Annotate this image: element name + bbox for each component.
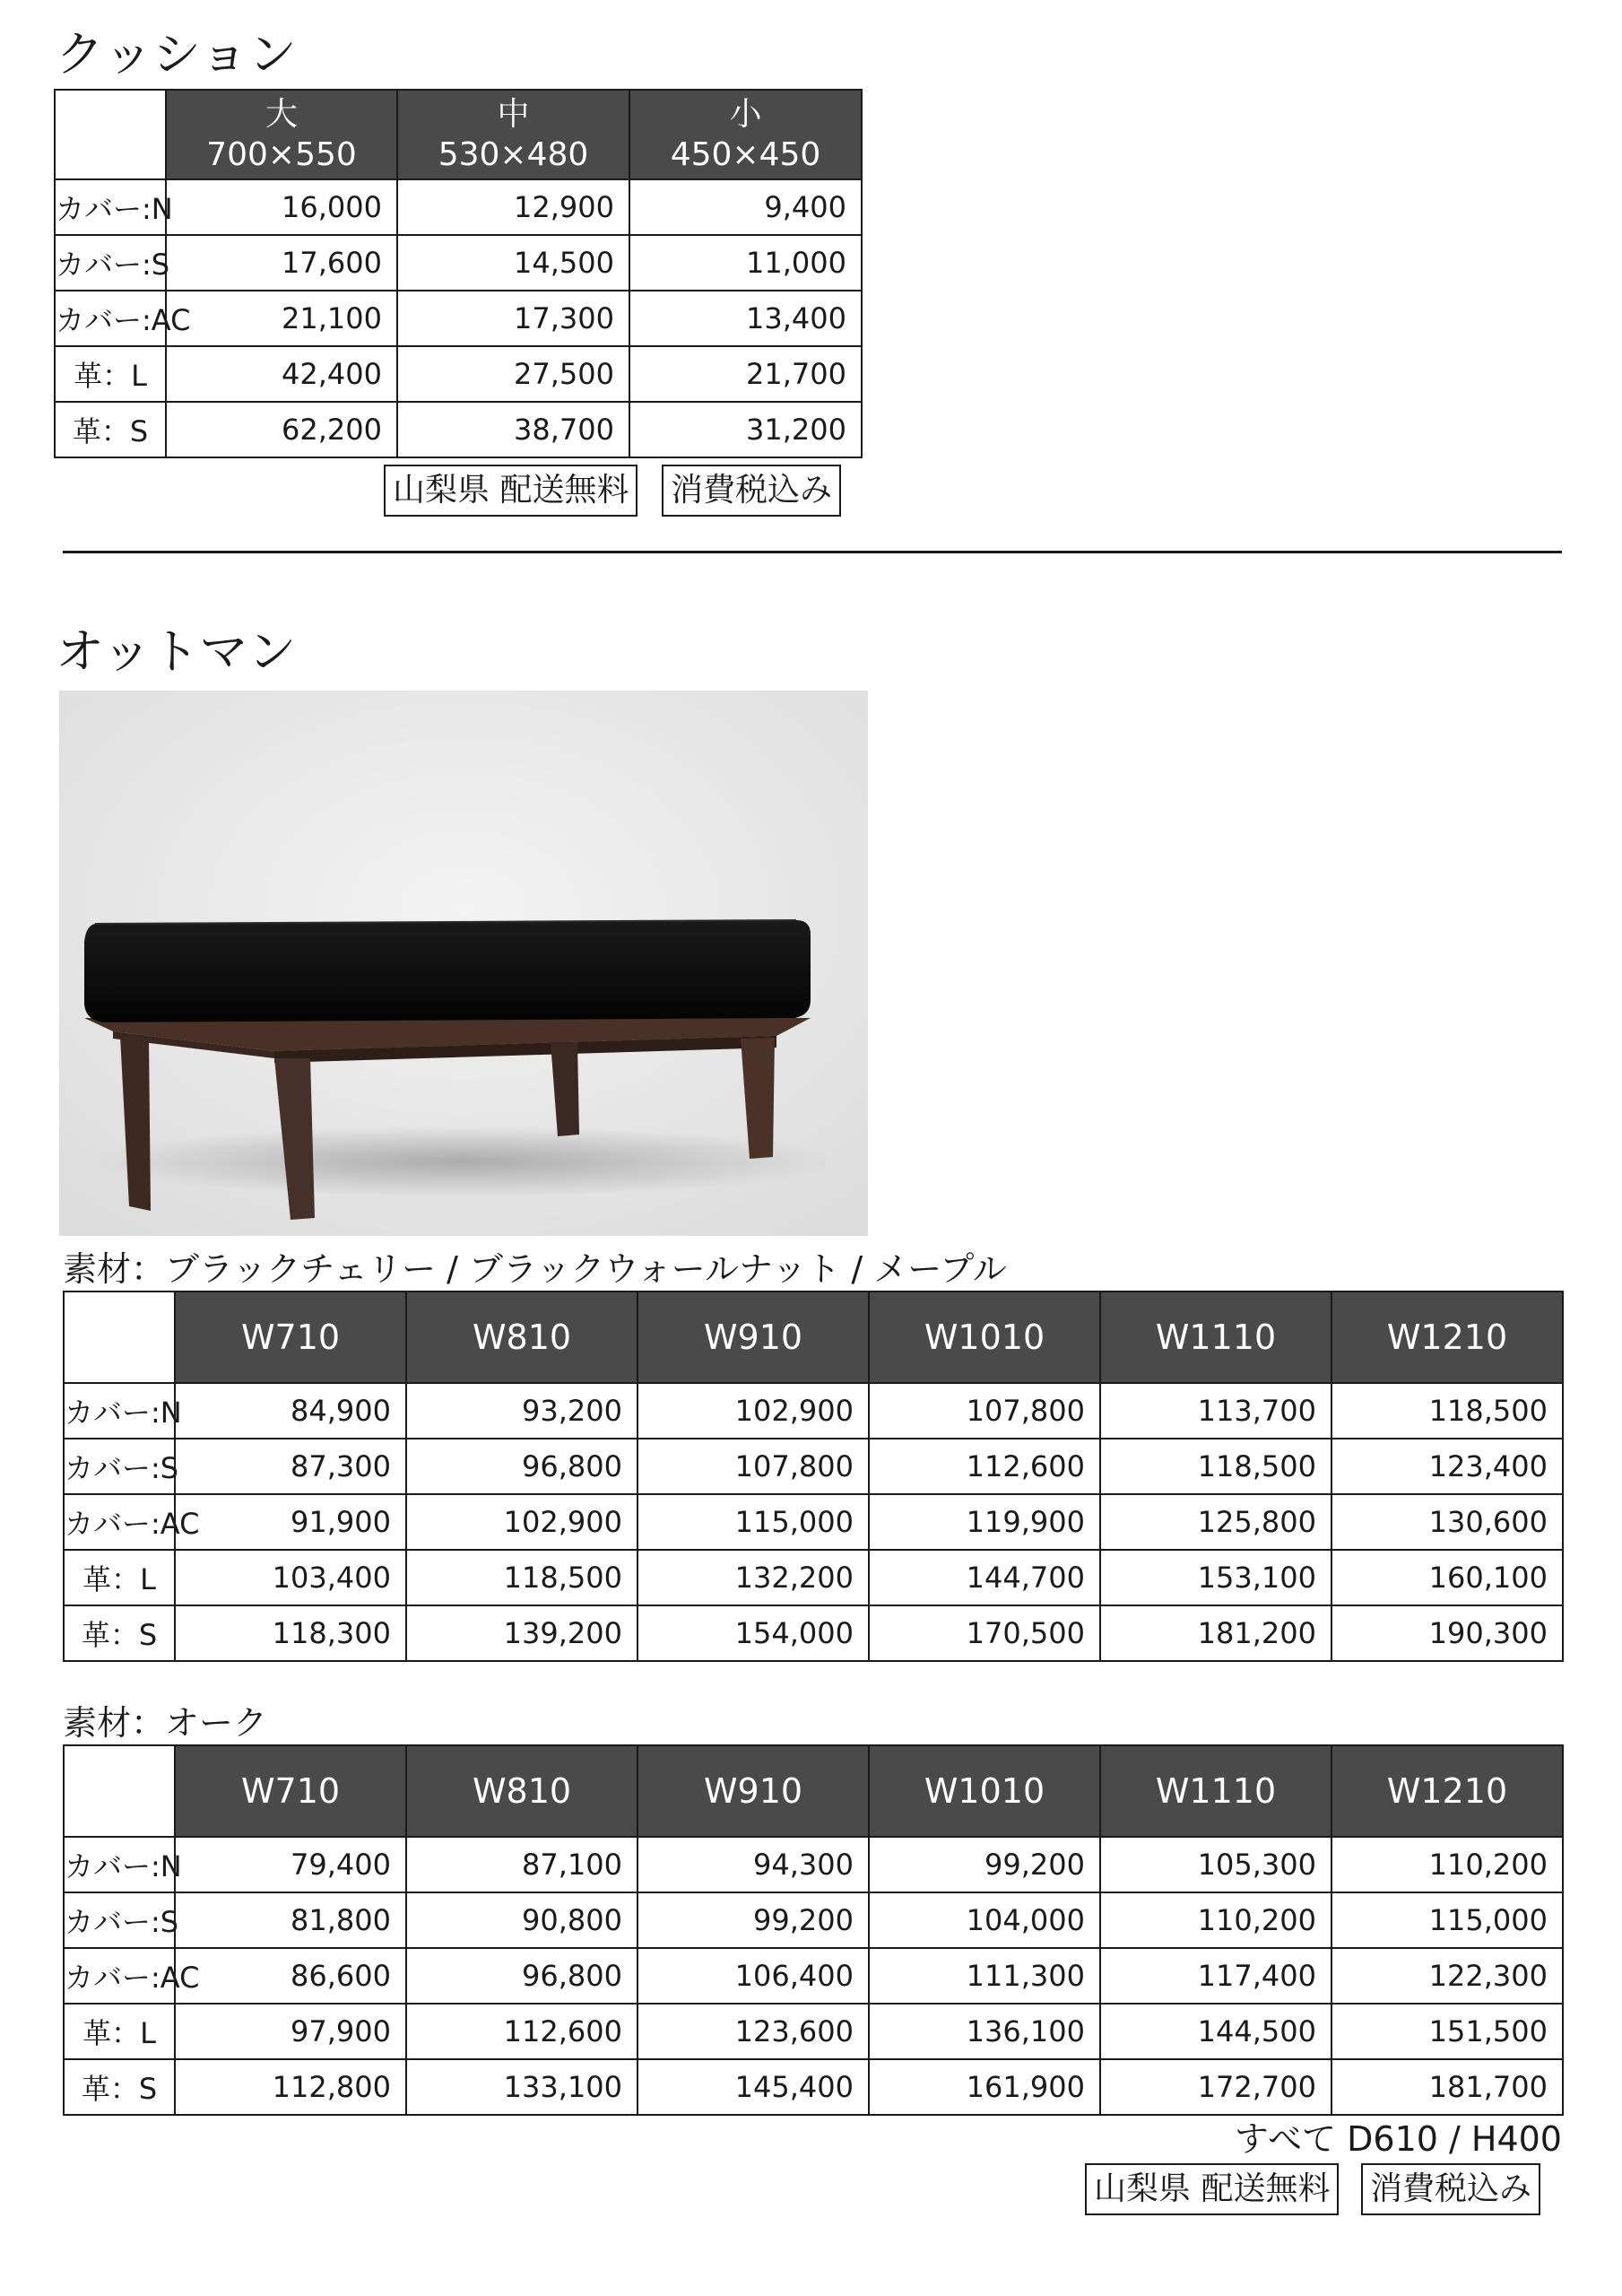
column-header: W1010 [869,1745,1100,1837]
price-cell: 87,300 [175,1439,406,1494]
price-cell: 181,700 [1331,2059,1563,2115]
table-row [64,1605,1563,1661]
row-label: カバー:S [64,1439,175,1494]
price-cell: 111,300 [869,1948,1100,2004]
price-cell: 190,300 [1331,1605,1563,1661]
price-cell: 122,300 [1331,1948,1563,2004]
price-cell: 115,000 [1331,1892,1563,1948]
price-cell: 144,700 [869,1550,1100,1605]
price-cell: 102,900 [638,1383,869,1439]
price-cell: 13,400 [629,291,862,346]
row-label: カバー:AC [55,291,166,346]
price-cell: 139,200 [406,1605,638,1661]
price-cell: 161,900 [869,2059,1100,2115]
price-cell: 133,100 [406,2059,638,2115]
price-cell: 170,500 [869,1605,1100,1661]
price-cell: 115,000 [638,1494,869,1550]
ottoman-photo [59,691,868,1236]
price-cell: 154,000 [638,1605,869,1661]
row-label: 革：L [55,346,166,402]
material-label-2: 素材：オーク [63,1703,268,1743]
ottoman-price-table-2 [63,1744,1564,2116]
price-cell: 91,900 [175,1494,406,1550]
price-cell: 181,200 [1100,1605,1331,1661]
price-cell: 31,200 [629,402,862,457]
price-cell: 123,600 [638,2004,869,2059]
price-cell: 90,800 [406,1892,638,1948]
price-cell: 106,400 [638,1948,869,2004]
table-row [64,1383,1563,1439]
material-label-1: 素材：ブラックチェリー / ブラックウォールナット / メープル [63,1249,1007,1289]
price-cell: 94,300 [638,1837,869,1892]
price-cell: 172,700 [1100,2059,1331,2115]
price-cell: 79,400 [175,1837,406,1892]
column-header: 中 530×480 [397,90,629,179]
table-row [64,1837,1563,1892]
price-cell: 153,100 [1100,1550,1331,1605]
price-cell: 9,400 [629,179,862,235]
column-header: W1210 [1331,1292,1563,1383]
shipping-free-tag: 山梨県 配送無料 [384,465,638,517]
table-corner [64,1292,175,1383]
cushion-title: クッション [56,26,297,83]
price-cell: 16,000 [166,179,397,235]
price-cell: 84,900 [175,1383,406,1439]
row-label: 革：L [64,1550,175,1605]
table-row [55,402,862,457]
price-cell: 112,800 [175,2059,406,2115]
price-cell: 119,900 [869,1494,1100,1550]
price-cell: 38,700 [397,402,629,457]
price-cell: 107,800 [869,1383,1100,1439]
table-row [64,1948,1563,2004]
price-cell: 118,500 [1331,1383,1563,1439]
column-header: W910 [638,1292,869,1383]
row-label: カバー:AC [64,1494,175,1550]
ottoman-price-table-1 [63,1291,1564,1662]
column-header: 小 450×450 [629,90,862,179]
price-cell: 132,200 [638,1550,869,1605]
price-cell: 102,900 [406,1494,638,1550]
row-label: カバー:N [55,179,166,235]
table-row [64,1439,1563,1494]
price-cell: 14,500 [397,235,629,291]
column-header: W810 [406,1745,638,1837]
price-cell: 160,100 [1331,1550,1563,1605]
price-cell: 123,400 [1331,1439,1563,1494]
row-label: 革：S [55,402,166,457]
price-cell: 118,500 [406,1550,638,1605]
price-cell: 42,400 [166,346,397,402]
price-cell: 96,800 [406,1948,638,2004]
row-label: カバー:S [64,1892,175,1948]
price-cell: 145,400 [638,2059,869,2115]
dimensions-note: すべて D610 / H400 [1234,2119,1562,2159]
price-cell: 118,300 [175,1605,406,1661]
price-cell: 117,400 [1100,1948,1331,2004]
price-cell: 21,100 [166,291,397,346]
price-cell: 99,200 [869,1837,1100,1892]
price-cell: 93,200 [406,1383,638,1439]
row-label: カバー:S [55,235,166,291]
price-cell: 107,800 [638,1439,869,1494]
table-row [55,235,862,291]
column-header: W710 [175,1292,406,1383]
tax-included-tag: 消費税込み [1361,2163,1540,2215]
shipping-free-tag: 山梨県 配送無料 [1085,2163,1339,2215]
price-cell: 21,700 [629,346,862,402]
price-cell: 104,000 [869,1892,1100,1948]
column-header: W1010 [869,1292,1100,1383]
column-header: W910 [638,1745,869,1837]
price-cell: 17,300 [397,291,629,346]
price-cell: 113,700 [1100,1383,1331,1439]
price-cell: 118,500 [1100,1439,1331,1494]
row-label: カバー:N [64,1383,175,1439]
price-cell: 97,900 [175,2004,406,2059]
cushion-price-table [54,89,863,458]
ottoman-title: オットマン [56,623,297,680]
table-row [64,1494,1563,1550]
price-cell: 151,500 [1331,2004,1563,2059]
section-divider [63,551,1562,553]
price-cell: 12,900 [397,179,629,235]
price-cell: 110,200 [1331,1837,1563,1892]
table-row [64,2004,1563,2059]
column-header: W1110 [1100,1745,1331,1837]
price-cell: 27,500 [397,346,629,402]
price-cell: 99,200 [638,1892,869,1948]
row-label: 革：L [64,2004,175,2059]
price-cell: 87,100 [406,1837,638,1892]
row-label: カバー:N [64,1837,175,1892]
tax-included-tag: 消費税込み [662,465,841,517]
price-cell: 130,600 [1331,1494,1563,1550]
price-cell: 105,300 [1100,1837,1331,1892]
price-cell: 17,600 [166,235,397,291]
table-row [64,1550,1563,1605]
column-header: W1210 [1331,1745,1563,1837]
column-header: W1110 [1100,1292,1331,1383]
price-cell: 136,100 [869,2004,1100,2059]
row-label: カバー:AC [64,1948,175,2004]
price-cell: 86,600 [175,1948,406,2004]
price-cell: 112,600 [406,2004,638,2059]
column-header: W710 [175,1745,406,1837]
table-row [55,346,862,402]
row-label: 革：S [64,1605,175,1661]
column-header: W810 [406,1292,638,1383]
price-cell: 62,200 [166,402,397,457]
table-row [64,2059,1563,2115]
table-row [55,179,862,235]
price-cell: 81,800 [175,1892,406,1948]
price-cell: 125,800 [1100,1494,1331,1550]
column-header: 大 700×550 [166,90,397,179]
price-cell: 103,400 [175,1550,406,1605]
price-cell: 112,600 [869,1439,1100,1494]
price-cell: 144,500 [1100,2004,1331,2059]
table-row [55,291,862,346]
table-corner [64,1745,175,1837]
table-row [64,1892,1563,1948]
table-corner [55,90,166,179]
price-cell: 110,200 [1100,1892,1331,1948]
price-cell: 11,000 [629,235,862,291]
price-cell: 96,800 [406,1439,638,1494]
row-label: 革：S [64,2059,175,2115]
